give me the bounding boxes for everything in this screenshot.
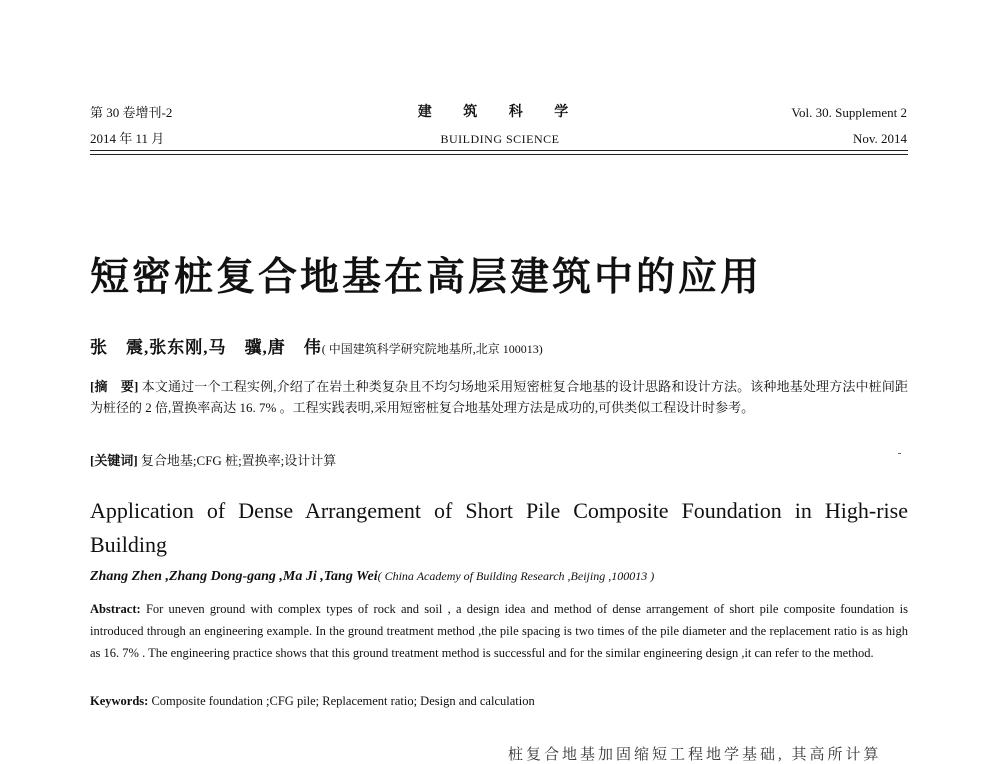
header-right <box>791 100 907 152</box>
date-en: Nov. 2014 <box>852 131 907 146</box>
keywords-cn <box>90 450 336 471</box>
keywords-en-label: Keywords: <box>90 694 149 708</box>
keywords-cn-label: [关键词] <box>90 453 138 468</box>
abstract-en-label: Abstract: <box>90 602 141 616</box>
abstract-en-text: For uneven ground with complex types of rock and soil , a design idea and method of dense arrangement of short pile composite foundation is introduced through an engineering example. In the ground treatment method ,the pile spacing is two times of the pile diameter and the replacement ratio is as high as 16. 7% . The engineering practice shows that this ground treatment method is successful and for the similar engineering design ,it can refer to the method. <box>90 602 909 660</box>
affiliation-en: ( China Academy of Building Research ,Beijing ,100013 ) <box>377 569 655 583</box>
keywords-en <box>90 690 535 712</box>
affiliation-cn: ( 中国建筑科学研究院地基所,北京 100013) <box>321 342 543 356</box>
scan-speck <box>898 453 901 454</box>
date-cn: 2014 年 11 月 <box>90 131 165 146</box>
keywords-en-text: Composite foundation ;CFG pile; Replacement ratio; Design and calculation <box>151 694 535 708</box>
volume-cn: 第 30 卷增刊-2 <box>90 105 173 120</box>
author-names-cn: 张 震,张东刚,马 骥,唐 伟 <box>90 338 322 357</box>
volume-en: Vol. 30. Supplement 2 <box>791 105 907 120</box>
abstract-cn-label: [摘 要] <box>90 379 139 394</box>
next-page-text-fragment: 桩复合地基加固缩短工程地学基础, 其高所计算 <box>508 747 882 763</box>
page-title-en: Application of Dense Arrangement of Short Pile Composite Foundation in High-rise Building <box>90 498 908 557</box>
keywords-cn-text: 复合地基;CFG 桩;置换率;设计计算 <box>140 453 337 468</box>
page-title-cn: 短密桩复合地基在高层建筑中的应用 <box>90 255 763 300</box>
abstract-cn <box>90 376 908 418</box>
journal-name-cn: 建 筑 科 学 <box>417 105 583 120</box>
authors-en <box>90 569 654 585</box>
header-rule-bottom <box>90 154 908 155</box>
abstract-en <box>90 598 908 664</box>
abstract-cn-text: 本文通过一个工程实例,介绍了在岩土种类复杂且不均匀场地采用短密桩复合地基的设计思路和设计方法。该种地基处理方法中桩间距为桩径的 2 倍,置换率高达 16. 7% 。工程实践表明,采用短密桩复合地基处理方法是成功的,可供类似工程设计时参考。 <box>90 379 908 415</box>
journal-name-en: BUILDING SCIENCE <box>440 132 560 146</box>
author-names-en: Zhang Zhen ,Zhang Dong-gang ,Ma Ji ,Tang Wei <box>90 569 378 584</box>
header-rule-top <box>90 150 908 151</box>
authors-cn <box>90 333 543 358</box>
